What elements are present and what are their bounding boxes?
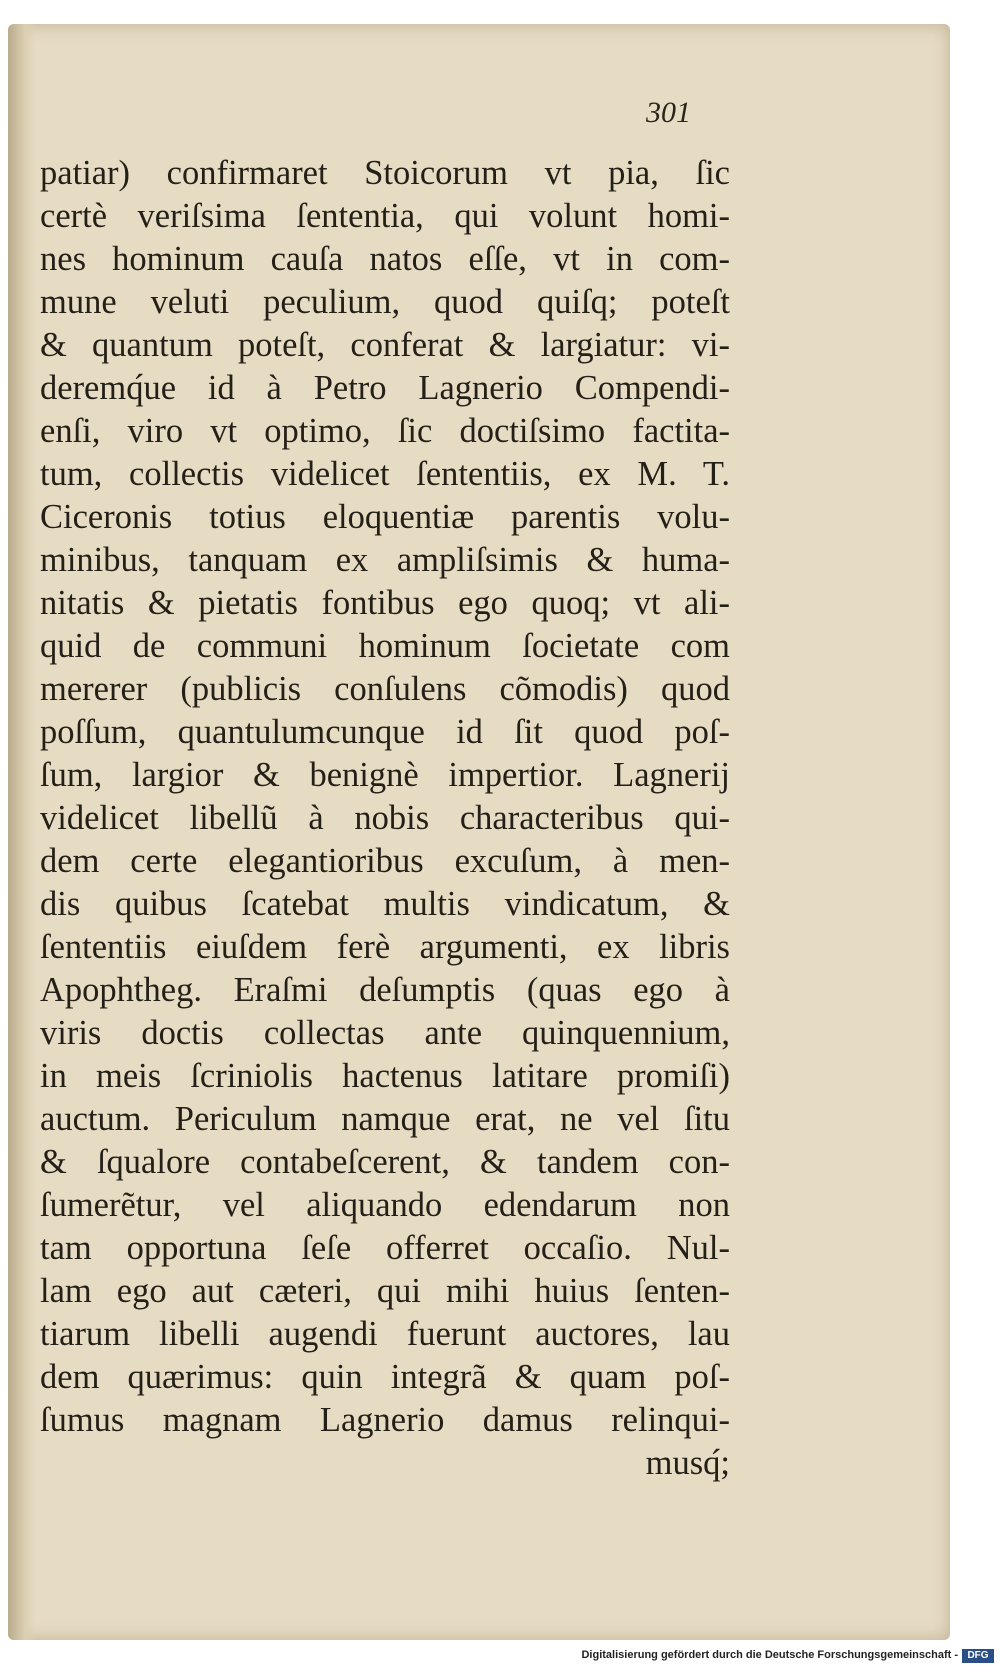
text-line: tam opportuna ſeſe offerret occaſio. Nul- (40, 1229, 730, 1267)
text-line: certè veriſsima ſententia, qui volunt homi- (40, 197, 730, 235)
text-line: quid de communi hominum ſocietate com (40, 627, 730, 665)
book-page (8, 24, 950, 1640)
text-line: & quantum poteſt, conferat & largiatur: vi- (40, 326, 730, 364)
page-gutter-shadow (8, 24, 36, 1640)
text-line: ſententiis eiuſdem ferè argumenti, ex libris (40, 928, 730, 966)
body-text (40, 152, 730, 1485)
text-line: in meis ſcriniolis hactenus latitare promiſi) (40, 1057, 730, 1095)
text-line: minibus, tanquam ex ampliſsimis & huma- (40, 541, 730, 579)
text-line: poſſum, quantulumcunque id ſit quod poſ- (40, 713, 730, 751)
text-line: dem quærimus: quin integrã & quam poſ- (40, 1358, 730, 1396)
text-line: ſum, largior & benignè impertior. Lagnerij (40, 756, 730, 794)
text-line: mererer (publicis conſulens cõmodis) quod (40, 670, 730, 708)
text-line: mune veluti peculium, quod quiſq; poteſt (40, 283, 730, 321)
text-line: & ſqualore contabeſcerent, & tandem con- (40, 1143, 730, 1181)
text-line: ſumerẽtur, vel aliquando edendarum non (40, 1186, 730, 1224)
text-line: deremq́ue id à Petro Lagnerio Compendi- (40, 369, 730, 407)
text-line: tum, collectis videlicet ſententiis, ex M. T. (40, 455, 730, 493)
text-line: Ciceronis totius eloquentiæ parentis volu- (40, 498, 730, 536)
text-line: videlicet libellũ à nobis characteribus qui- (40, 799, 730, 837)
text-line: viris doctis collectas ante quinquennium, (40, 1014, 730, 1052)
text-line: nes hominum cauſa natos eſſe, vt in com- (40, 240, 730, 278)
page-number: 301 (646, 96, 691, 129)
funding-credit: Digitalisierung gefördert durch die Deutsche Forschungsgemeinschaft - (581, 1649, 958, 1661)
text-line: tiarum libelli augendi fuerunt auctores, lau (40, 1315, 730, 1353)
text-line: lam ego aut cæteri, qui mihi huius ſenten- (40, 1272, 730, 1310)
text-line: Apophtheg. Eraſmi deſumptis (quas ego à (40, 971, 730, 1009)
text-line: dis quibus ſcatebat multis vindicatum, & (40, 885, 730, 923)
text-line: ſumus magnam Lagnerio damus relinqui- (40, 1401, 730, 1439)
digitization-footer (0, 1644, 1000, 1670)
text-line: dem certe elegantioribus excuſum, à men- (40, 842, 730, 880)
dfg-logo: DFG (962, 1649, 994, 1663)
text-line: enſi, viro vt optimo, ſic doctiſsimo factita- (40, 412, 730, 450)
text-line: nitatis & pietatis fontibus ego quoq; vt ali- (40, 584, 730, 622)
text-line: auctum. Periculum namque erat, ne vel ſitu (40, 1100, 730, 1138)
text-line: musq́; (645, 1444, 730, 1482)
text-line: patiar) confirmaret Stoicorum vt pia, ſic (40, 154, 730, 192)
